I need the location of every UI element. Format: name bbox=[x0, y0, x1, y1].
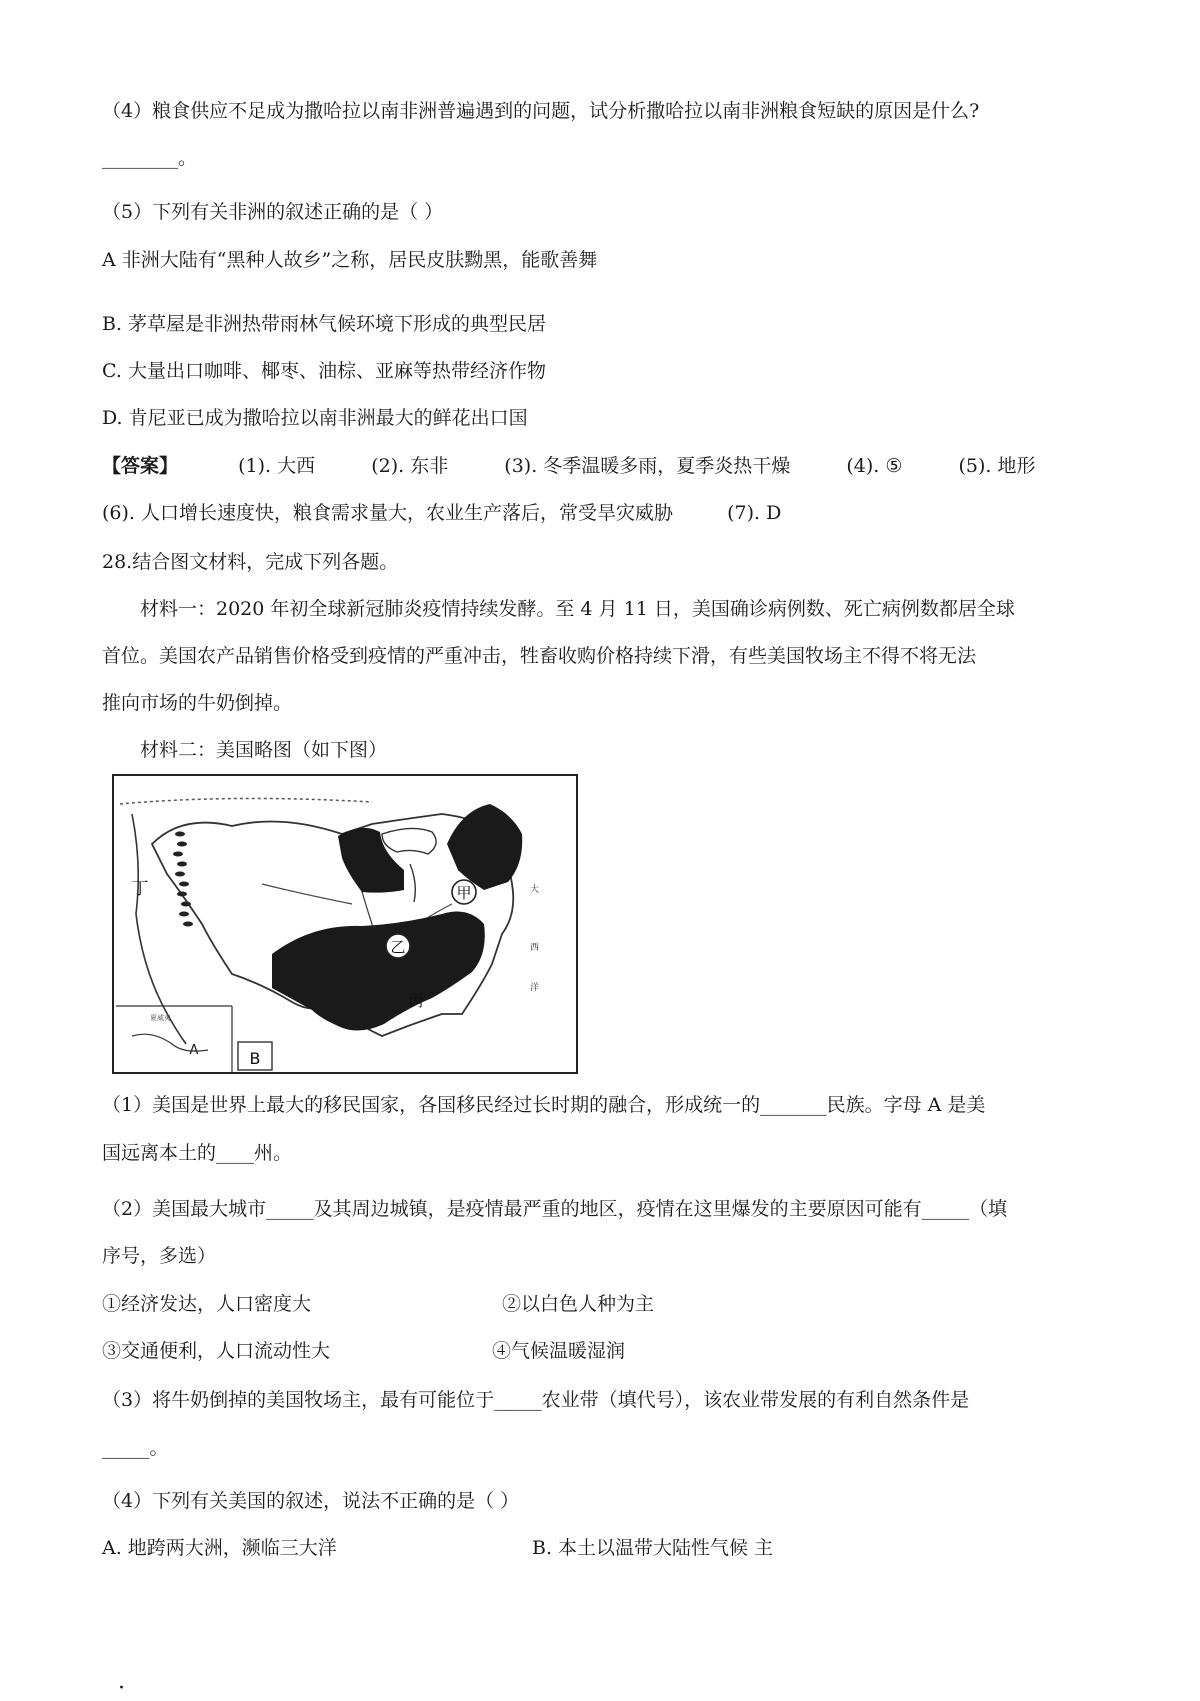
answer-row-2 bbox=[102, 500, 781, 526]
us-sketch-map bbox=[112, 774, 578, 1074]
answer-row-1 bbox=[102, 453, 1036, 479]
ocean-char: 大 bbox=[530, 885, 540, 895]
s2-option-3: ③交通便利，人口流动性大 bbox=[102, 1340, 331, 1362]
q5-text: （5）下列有关非洲的叙述正确的是（ ） bbox=[102, 201, 444, 223]
s2-option-row-2 bbox=[102, 1338, 625, 1364]
material1-line2: 首位。美国农产品销售价格受到疫情的严重冲击，牲畜收购价格持续下滑，有些美国牧场主不得不将无法 bbox=[102, 645, 977, 667]
answer-6: (6). 人口增长速度快，粮食需求量大，农业生产落后，常受旱灾威胁 bbox=[102, 502, 673, 524]
answer-2: (2). 东非 bbox=[371, 455, 449, 477]
s1-line2: 国远离本土的____州。 bbox=[102, 1142, 293, 1164]
label-b: B bbox=[249, 1049, 261, 1068]
q5-option-b: B. 茅草屋是非洲热带雨林气候环境下形成的典型民居 bbox=[102, 313, 547, 335]
material1-line1: 材料一：2020 年初全球新冠肺炎疫情持续发酵。至 4 月 11 日，美国确诊病例数、死亡病例数都居全球 bbox=[140, 598, 1015, 620]
label-bing: 丙 bbox=[408, 992, 424, 1010]
s1-line1: （1）美国是世界上最大的移民国家，各国移民经过长时期的融合，形成统一的_______民族。字母 A 是美 bbox=[102, 1094, 986, 1116]
answer-7: (7). D bbox=[727, 502, 782, 524]
label-a: A bbox=[189, 1043, 199, 1058]
material2: 材料二：美国略图（如下图） bbox=[140, 739, 388, 761]
page-dot: · bbox=[118, 1676, 125, 1701]
label-yi: 乙 bbox=[390, 938, 406, 956]
s2-option-1: ①经济发达，人口密度大 bbox=[102, 1293, 312, 1315]
ocean-char: 洋 bbox=[530, 983, 540, 993]
s2-option-row-1 bbox=[102, 1291, 654, 1317]
q4-text: （4）粮食供应不足成为撒哈拉以南非洲普遍遇到的问题，试分析撒哈拉以南非洲粮食短缺的原因是什么? bbox=[102, 100, 980, 122]
s2-line2: 序号，多选） bbox=[102, 1245, 217, 1267]
material1-line3: 推向市场的牛奶倒掉。 bbox=[102, 692, 293, 714]
s4-text: （4）下列有关美国的叙述，说法不正确的是（ ） bbox=[102, 1490, 520, 1512]
s2-line1: （2）美国最大城市_____及其周边城镇，是疫情最严重的地区，疫情在这里爆发的主要原因可能有_____（填 bbox=[102, 1198, 1008, 1220]
q5-option-d: D. 肯尼亚已成为撒哈拉以南非洲最大的鲜花出口国 bbox=[102, 407, 528, 429]
s4-option-row bbox=[102, 1535, 773, 1561]
q5-option-c: C. 大量出口咖啡、椰枣、油棕、亚麻等热带经济作物 bbox=[102, 360, 546, 382]
s4-option-a: A. 地跨两大洲，濒临三大洋 bbox=[102, 1537, 337, 1559]
s3-line2: _____。 bbox=[102, 1437, 169, 1459]
s3-line1: （3）将牛奶倒掉的美国牧场主，最有可能位于_____农业带（填代号），该农业带发展的有利自然条件是 bbox=[102, 1389, 970, 1411]
q4-blank: ________。 bbox=[102, 147, 198, 169]
s4-option-b: B. 本土以温带大陆性气候 主 bbox=[532, 1537, 774, 1559]
s2-option-4: ④气候温暖湿润 bbox=[492, 1340, 626, 1362]
answer-5: (5). 地形 bbox=[958, 455, 1036, 477]
answer-1: (1). 大西 bbox=[238, 455, 316, 477]
q28-title: 28.结合图文材料，完成下列各题。 bbox=[102, 551, 399, 573]
s2-option-2: ②以白色人种为主 bbox=[502, 1293, 655, 1315]
answer-4: (4). ⑤ bbox=[846, 455, 903, 477]
inset-label: 夏威夷 bbox=[150, 1014, 171, 1022]
ocean-char: 西 bbox=[530, 943, 540, 953]
answer-3: (3). 冬季温暖多雨，夏季炎热干燥 bbox=[504, 455, 791, 477]
label-ding: 丁 bbox=[131, 879, 149, 899]
q5-option-a: A 非洲大陆有“黑种人故乡”之称，居民皮肤黝黑，能歌善舞 bbox=[102, 249, 598, 271]
label-jia: 甲 bbox=[456, 884, 472, 902]
answer-label: 【答案】 bbox=[102, 455, 179, 477]
